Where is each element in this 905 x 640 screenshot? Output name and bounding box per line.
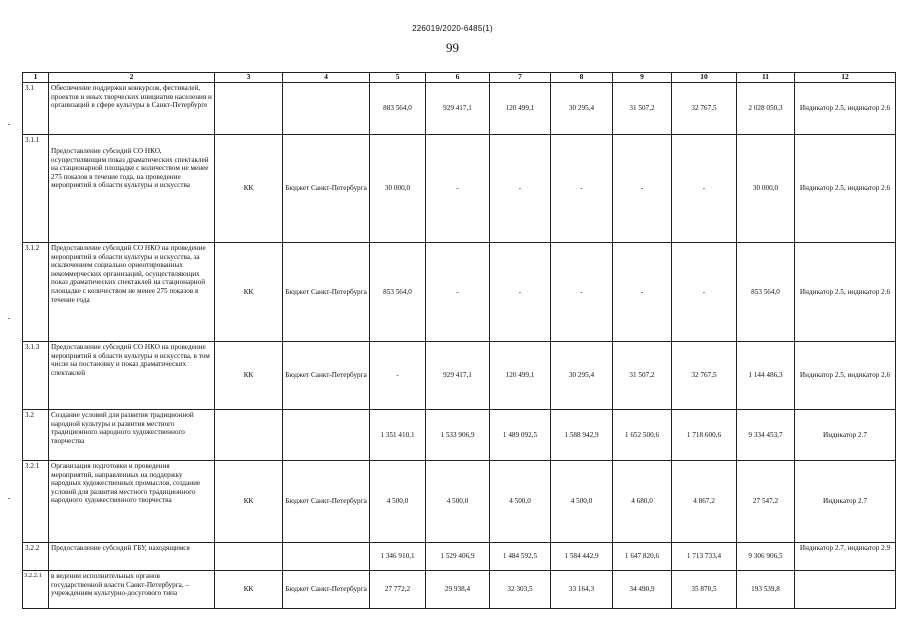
row-value: 34 490,9: [613, 571, 672, 609]
column-header: 12: [795, 73, 896, 83]
table-row: [23, 571, 896, 609]
row-indicator: Индикатор 2.5, индикатор 2.6: [795, 83, 896, 135]
row-value: 4 500,0: [490, 461, 551, 543]
row-value: 120 499,1: [490, 83, 551, 135]
table-row: [23, 83, 896, 135]
row-indicator: Индикатор 2.7: [795, 461, 896, 543]
edge-mark: [8, 124, 10, 125]
row-code: 3.2.1: [23, 461, 49, 543]
row-value: 1 652 500,6: [613, 410, 672, 461]
row-value: 32 767,5: [672, 342, 737, 410]
row-value: 1 713 733,4: [672, 543, 737, 571]
row-code: 3.1.2: [23, 243, 49, 342]
row-value: 4 500,0: [426, 461, 490, 543]
column-header: 5: [370, 73, 426, 83]
row-total: 9 306 906,5: [737, 543, 795, 571]
column-header: 8: [551, 73, 613, 83]
row-description: Организация подготовки и проведения мероприятий, направленных на поддержку народных художественных промыслов, создание условий для развития местного традиционного народного художественного творчества: [49, 461, 215, 543]
row-value: -: [672, 135, 737, 243]
row-value: 32 303,5: [490, 571, 551, 609]
table-row: [23, 543, 896, 571]
row-value: 1 529 406,9: [426, 543, 490, 571]
row-total: 1 144 486,3: [737, 342, 795, 410]
row-executor: КК: [215, 243, 283, 342]
row-value: 29 938,4: [426, 571, 490, 609]
row-indicator: Индикатор 2.7, индикатор 2.9: [795, 543, 896, 571]
program-table: [22, 72, 896, 609]
row-executor: КК: [215, 571, 283, 609]
row-value: 120 499,1: [490, 342, 551, 410]
row-code: 3.2.2: [23, 543, 49, 571]
row-total: 27 547,2: [737, 461, 795, 543]
document-id: 226019/2020-6485(1): [412, 24, 493, 33]
table-row: [23, 243, 896, 342]
row-source: Бюджет Санкт-Петербурга: [283, 461, 370, 543]
row-code: 3.2: [23, 410, 49, 461]
row-executor: [215, 410, 283, 461]
page-number: 99: [446, 40, 459, 55]
row-description: Предоставление субсидий СО НКО, осуществляющим показ драматических спектаклей на стационарной площадке с количеством не менее 275 показов в течение года, на проведение мероприятий в области культуры и искусства: [49, 135, 215, 243]
table-row: [23, 342, 896, 410]
row-value: 31 507,2: [613, 83, 672, 135]
column-header: 7: [490, 73, 551, 83]
row-code: 3.1.1: [23, 135, 49, 243]
row-source: Бюджет Санкт-Петербурга: [283, 571, 370, 609]
row-value: -: [551, 135, 613, 243]
row-value: 883 564,0: [370, 83, 426, 135]
row-indicator: Индикатор 2.5, индикатор 2.6: [795, 342, 896, 410]
row-description: Предоставление субсидий СО НКО на проведение мероприятий в области культуры и искусства, за исключением социально ориентированных некоммерческих организаций, осуществляющих показ драматических спектаклей на стационарной площадке с количеством не менее 275 показов в течение года: [49, 243, 215, 342]
row-indicator: Индикатор 2.5, индикатор 2.6: [795, 243, 896, 342]
row-indicator: [795, 571, 896, 609]
row-value: 1 584 442,9: [551, 543, 613, 571]
column-header: 10: [672, 73, 737, 83]
row-value: 30 295,4: [551, 83, 613, 135]
row-value: 4 500,0: [551, 461, 613, 543]
row-code: 3.2.2.1: [23, 571, 49, 609]
row-value: -: [370, 342, 426, 410]
row-source: [283, 83, 370, 135]
row-value: 30 000,0: [370, 135, 426, 243]
row-value: 1 647 820,6: [613, 543, 672, 571]
row-value: 1 346 910,1: [370, 543, 426, 571]
row-value: -: [551, 243, 613, 342]
row-code: 3.1: [23, 83, 49, 135]
row-total: 30 000,0: [737, 135, 795, 243]
row-code: 3.1.3: [23, 342, 49, 410]
row-value: 1 489 092,5: [490, 410, 551, 461]
row-value: 1 718 600,6: [672, 410, 737, 461]
column-header: 1: [23, 73, 49, 83]
row-source: Бюджет Санкт-Петербурга: [283, 342, 370, 410]
row-value: 27 772,2: [370, 571, 426, 609]
row-source: [283, 543, 370, 571]
row-value: 4 680,0: [613, 461, 672, 543]
table-row: [23, 135, 896, 243]
row-indicator: Индикатор 2.5, индикатор 2.6: [795, 135, 896, 243]
row-value: 853 564,0: [370, 243, 426, 342]
row-source: Бюджет Санкт-Петербурга: [283, 135, 370, 243]
column-header: 3: [215, 73, 283, 83]
table-row: [23, 410, 896, 461]
row-value: 32 767,5: [672, 83, 737, 135]
edge-mark: [8, 318, 10, 319]
column-header: 9: [613, 73, 672, 83]
row-source: [283, 410, 370, 461]
row-executor: КК: [215, 461, 283, 543]
row-executor: КК: [215, 342, 283, 410]
row-description: в ведении исполнительных органов государственной власти Санкт-Петербурга, – учреждениям культурно-досугового типа: [49, 571, 215, 609]
row-total: 853 564,0: [737, 243, 795, 342]
row-value: 31 507,2: [613, 342, 672, 410]
column-header: 6: [426, 73, 490, 83]
column-header: 4: [283, 73, 370, 83]
row-value: -: [613, 243, 672, 342]
table-row: [23, 461, 896, 543]
row-description: Предоставление субсидий СО НКО на проведение мероприятий в области культуры и искусства, в том числе на постановку и показ драматических спектаклей: [49, 342, 215, 410]
row-source: Бюджет Санкт-Петербурга: [283, 243, 370, 342]
row-value: 33 164,3: [551, 571, 613, 609]
row-value: 1 484 592,5: [490, 543, 551, 571]
row-indicator: Индикатор 2.7: [795, 410, 896, 461]
row-value: -: [490, 243, 551, 342]
row-total: 9 334 453,7: [737, 410, 795, 461]
row-value: -: [426, 135, 490, 243]
row-total: 193 539,8: [737, 571, 795, 609]
row-value: 35 870,5: [672, 571, 737, 609]
row-value: 30 295,4: [551, 342, 613, 410]
row-value: 4 867,2: [672, 461, 737, 543]
row-value: 1 588 942,9: [551, 410, 613, 461]
row-value: 1 351 410,1: [370, 410, 426, 461]
row-description: Предоставление субсидий ГБУ, находящимся: [49, 543, 215, 571]
row-executor: КК: [215, 135, 283, 243]
row-executor: [215, 543, 283, 571]
row-value: 929 417,1: [426, 342, 490, 410]
row-description: Создание условий для развития традиционной народной культуры и развития местного традиционного народного художественного творчества: [49, 410, 215, 461]
column-header: 2: [49, 73, 215, 83]
edge-mark: [8, 498, 10, 499]
column-header: 11: [737, 73, 795, 83]
row-value: -: [426, 243, 490, 342]
header-row: [23, 73, 896, 83]
row-value: 4 500,0: [370, 461, 426, 543]
row-description: Обеспечение поддержки конкурсов, фестивалей, проектов и иных творческих инициатив населения и организаций в сфере культуры в Санкт-Петербурге: [49, 83, 215, 135]
row-total: 2 028 050,3: [737, 83, 795, 135]
row-executor: [215, 83, 283, 135]
row-value: -: [672, 243, 737, 342]
row-value: 929 417,1: [426, 83, 490, 135]
row-value: -: [490, 135, 551, 243]
row-value: 1 533 906,9: [426, 410, 490, 461]
row-value: -: [613, 135, 672, 243]
